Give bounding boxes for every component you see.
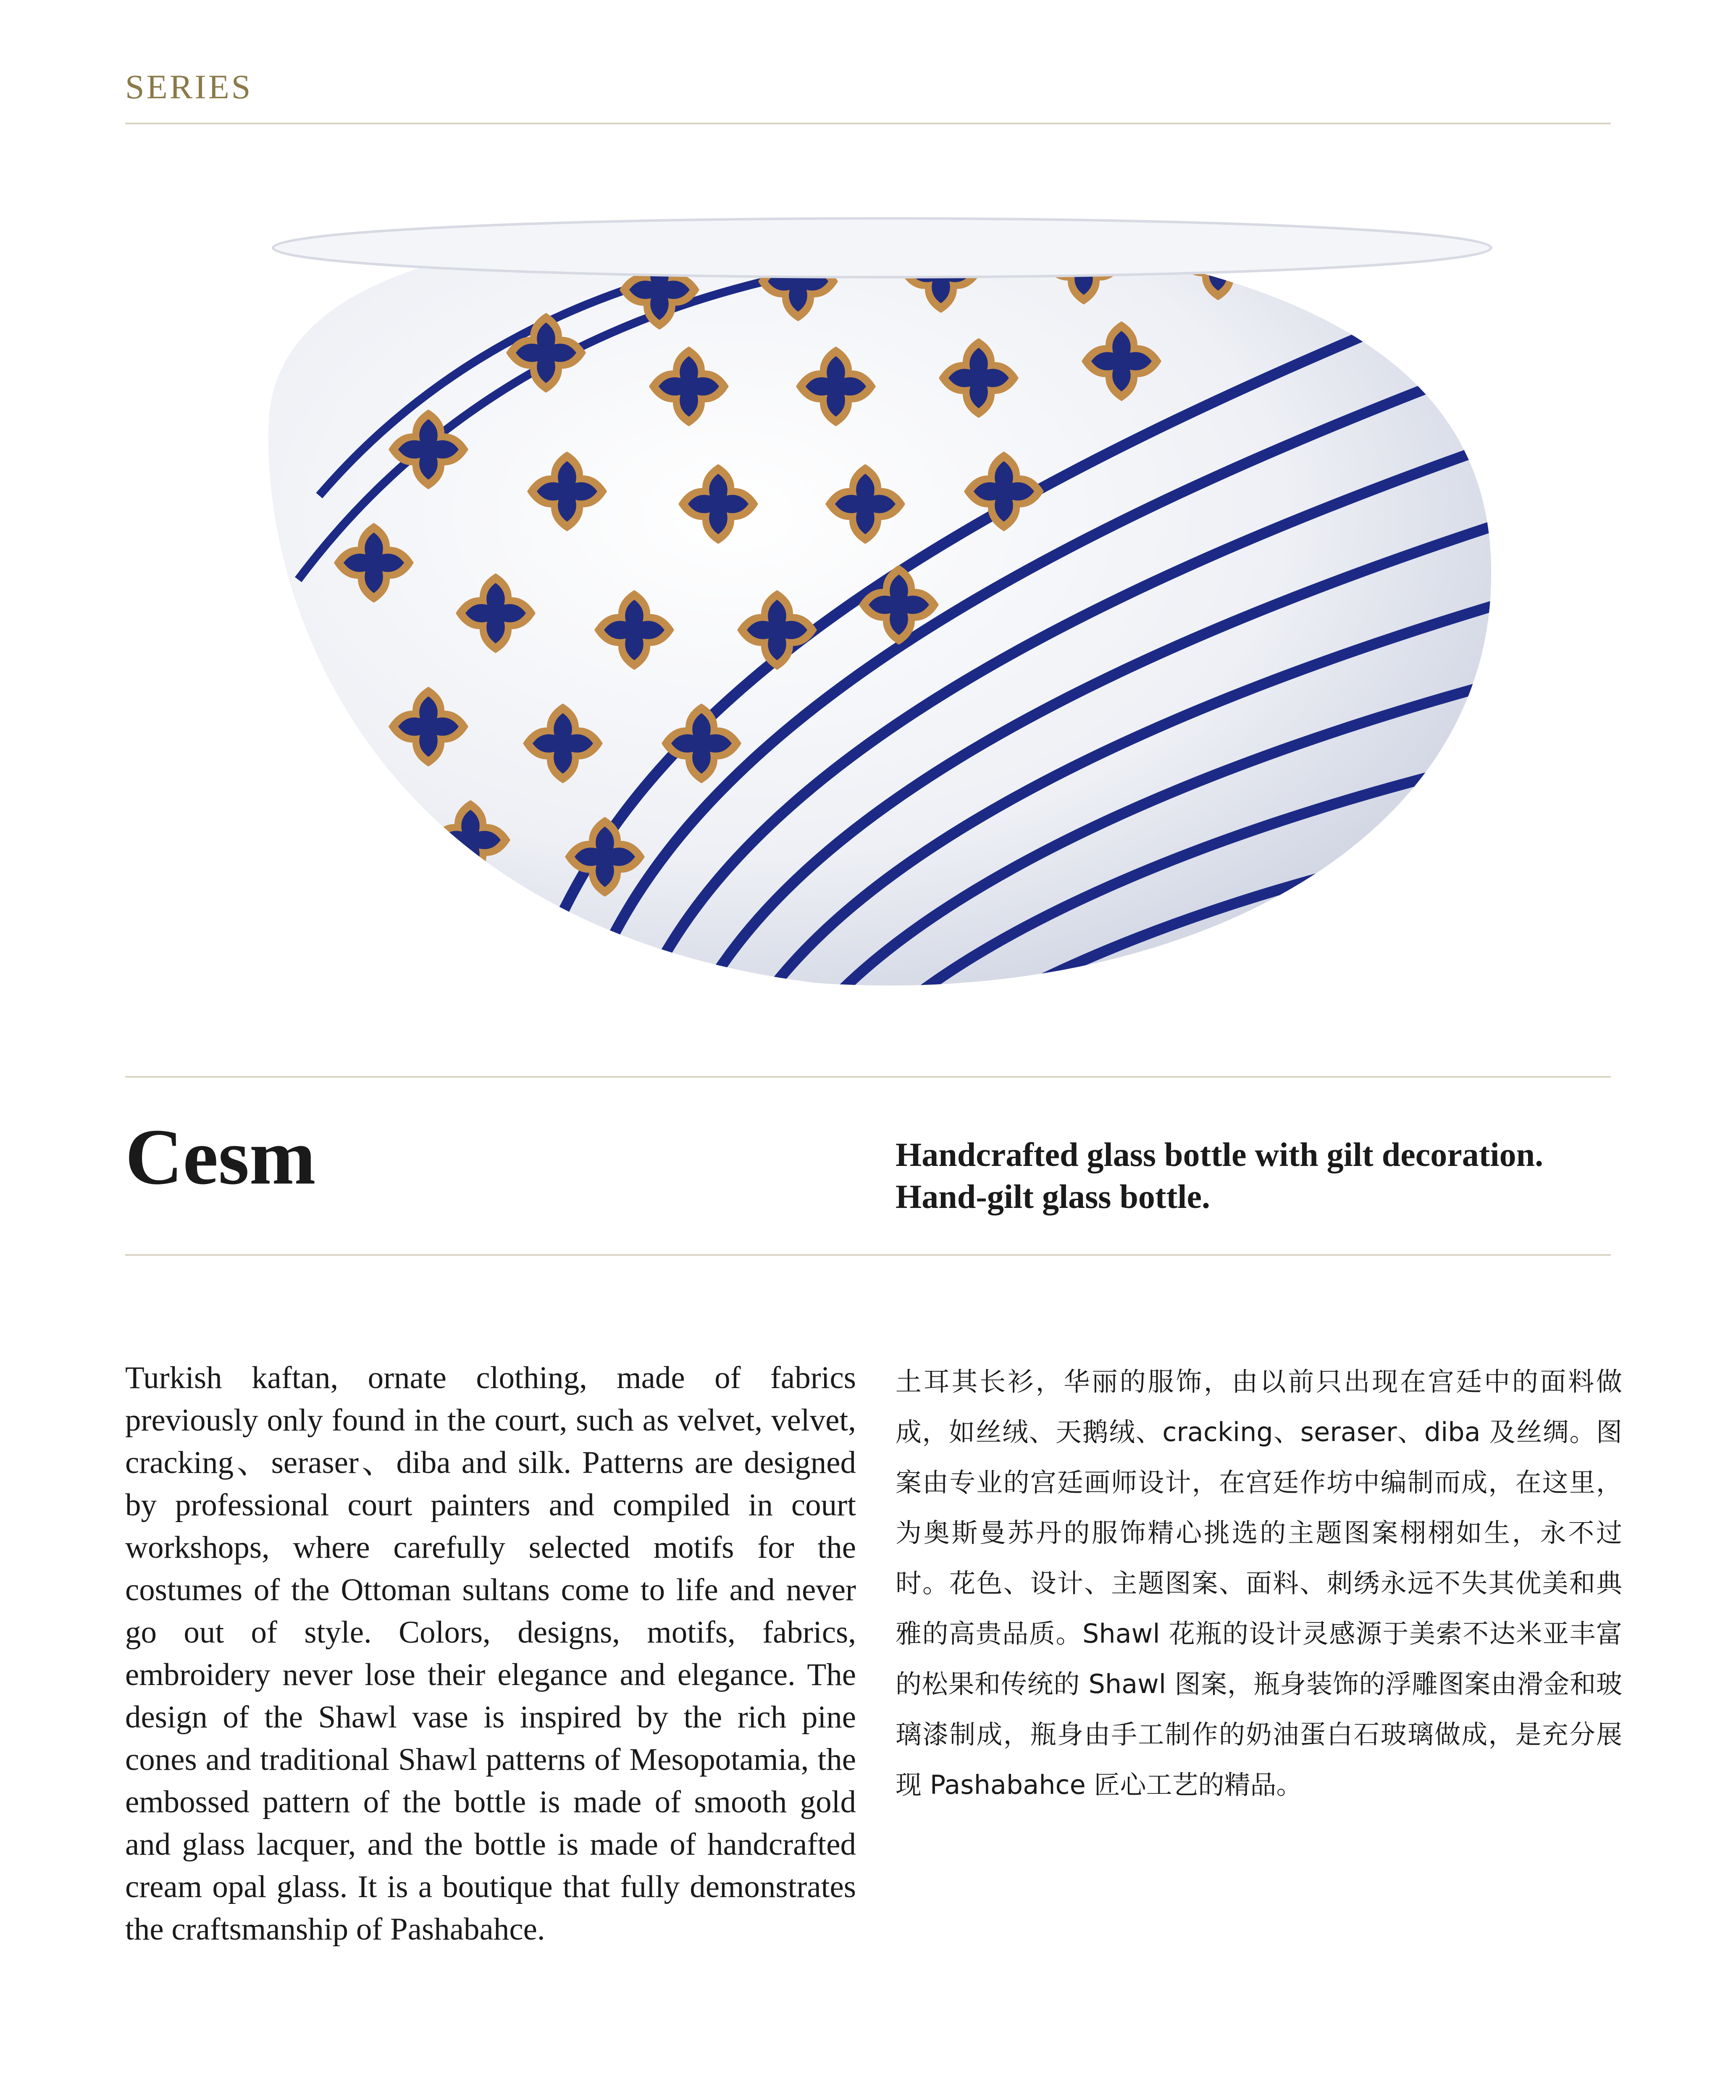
- header-divider: [125, 123, 1611, 124]
- tagline-line-2: Hand-gilt glass bottle.: [896, 1179, 1210, 1215]
- product-title: Cesm: [125, 1113, 316, 1201]
- description-english: Turkish kaftan, ornate clothing, made of fabrics previously only found in the court, such as velvet, velvet, cracking、seraser、diba and silk. Patterns are designed by professional court painters and compiled in court workshops, where carefully selected motifs for the costumes of the Ottoman sultans come to life and never go out of style. Colors, designs, motifs, fabrics, embroidery never lose their elegance and elegance. The design of the Shawl vase is inspired by the rich pine cones and traditional Shawl patterns of Mesopotamia, the embossed pattern of the bottle is made of smooth gold and glass lacquer, and the bottle is made of handcrafted cream opal glass. It is a boutique that fully demonstrates the craftsmanship of Pashabahce.: [125, 1360, 856, 1947]
- title-divider-bottom: [125, 1254, 1611, 1256]
- description-chinese: 土耳其长衫，华丽的服饰，由以前只出现在宫廷中的面料做成，如丝绒、天鹅绒、cracking、seraser、diba 及丝绸。图案由专业的宫廷画师设计，在宫廷作坊中编制而成，在这里，为奥斯曼苏丹的服饰精心挑选的主题图案栩栩如生，永不过时。花色、设计、主题图案、面料、刺绣永远不失其优美和典雅的高贵品质。Shawl 花瓶的设计灵感源于美索不达米亚丰富的松果和传统的 Shawl 图案，瓶身装饰的浮雕图案由滑金和玻璃漆制成，瓶身由手工制作的奶油蛋白石玻璃做成，是充分展现 Pashabahce 匠心工艺的精品。: [896, 1366, 1622, 1800]
- title-divider-top: [125, 1076, 1611, 1078]
- tagline-line-1: Handcrafted glass bottle with gilt decoration.: [896, 1137, 1544, 1173]
- bowl-shape: [268, 218, 1512, 1012]
- limited-edition-seal-icon: [722, 2075, 1016, 2100]
- product-tagline: [896, 1134, 1543, 1218]
- product-image: [235, 202, 1512, 1012]
- section-label: SERIES: [125, 68, 253, 106]
